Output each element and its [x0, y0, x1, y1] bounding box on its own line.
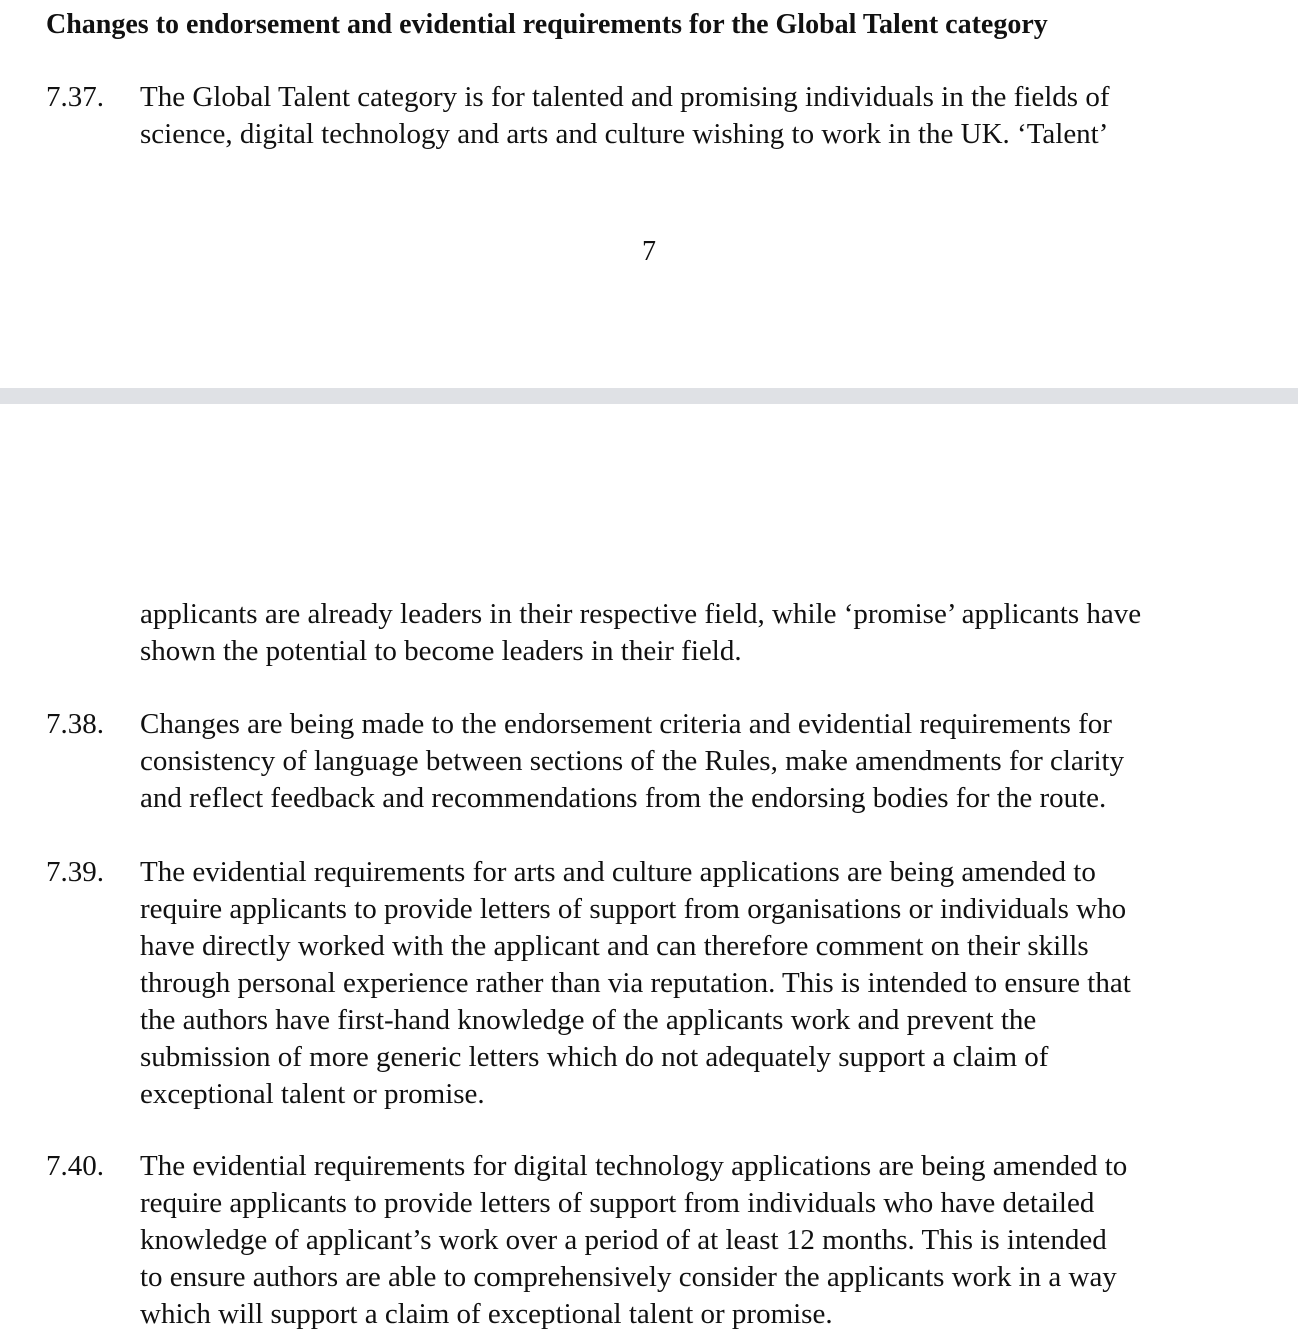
- paragraph-line: exceptional talent or promise.: [140, 1078, 485, 1110]
- document-page-upper: [0, 0, 1298, 388]
- paragraph-number: 7.38.: [46, 708, 104, 740]
- paragraph-7-40: [46, 1148, 1266, 1333]
- paragraph-line: have directly worked with the applicant and can therefore comment on their skills: [140, 930, 1089, 962]
- paragraph-number: 7.40.: [46, 1150, 104, 1182]
- page-separator: [0, 388, 1298, 404]
- paragraph-line: The evidential requirements for arts and culture applications are being amended to: [140, 856, 1096, 888]
- paragraph-line: Changes are being made to the endorsement criteria and evidential requirements for: [140, 708, 1112, 740]
- paragraph-line: science, digital technology and arts and culture wishing to work in the UK. ‘Talent’: [140, 118, 1109, 150]
- paragraph-line: and reflect feedback and recommendations from the endorsing bodies for the route.: [140, 782, 1107, 814]
- paragraph-7-39: [46, 854, 1266, 1113]
- paragraph-7-38: [46, 706, 1266, 817]
- paragraph-line: to ensure authors are able to comprehensively consider the applicants work in a way: [140, 1261, 1117, 1293]
- paragraph-7-37-part-1: [46, 79, 1266, 153]
- paragraph-line: which will support a claim of exceptional talent or promise.: [140, 1298, 833, 1330]
- paragraph-line: shown the potential to become leaders in their field.: [140, 635, 742, 667]
- paragraph-number: 7.39.: [46, 856, 104, 888]
- section-heading: Changes to endorsement and evidential requirements for the Global Talent category: [46, 9, 1048, 40]
- paragraph-line: require applicants to provide letters of support from individuals who have detailed: [140, 1187, 1095, 1219]
- paragraph-line: submission of more generic letters which do not adequately support a claim of: [140, 1041, 1049, 1073]
- paragraph-line: The Global Talent category is for talented and promising individuals in the fields of: [140, 81, 1110, 113]
- paragraph-line: knowledge of applicant’s work over a period of at least 12 months. This is intended: [140, 1224, 1107, 1256]
- paragraph-line: require applicants to provide letters of support from organisations or individuals who: [140, 893, 1127, 925]
- paragraph-line: through personal experience rather than via reputation. This is intended to ensure that: [140, 967, 1131, 999]
- paragraph-number: 7.37.: [46, 81, 104, 113]
- paragraph-line: The evidential requirements for digital technology applications are being amended to: [140, 1150, 1128, 1182]
- paragraph-line: applicants are already leaders in their respective field, while ‘promise’ applicants have: [140, 598, 1142, 630]
- paragraph-7-37-part-2: [46, 596, 1266, 670]
- paragraph-line: the authors have first-hand knowledge of the applicants work and prevent the: [140, 1004, 1037, 1036]
- paragraph-line: consistency of language between sections of the Rules, make amendments for clarity: [140, 745, 1125, 777]
- page-number: 7: [642, 236, 656, 267]
